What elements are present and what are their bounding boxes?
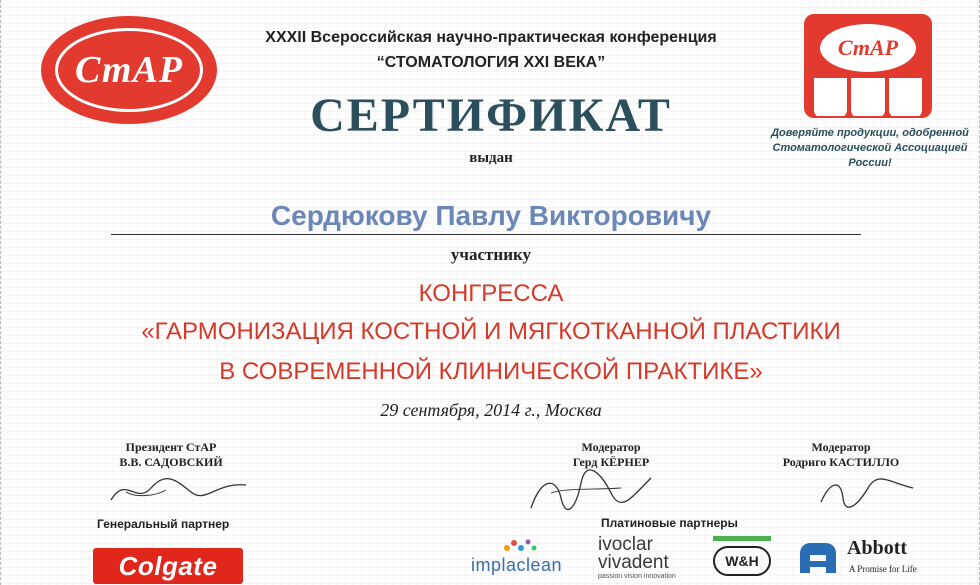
star-approval-logo-text: СтАР [820,24,916,72]
trust-text: Доверяйте продукции, одобренной Стоматологической Ассоциацией России! [771,127,969,169]
signature-name: В.В. САДОВСКИЙ [119,455,223,469]
signature-scribble-president [106,470,256,510]
ivoclar-vivadent-logo [598,536,676,581]
signature-title: Модератор [811,440,871,454]
signature-scribble-moderator-1 [521,468,661,516]
signature-title: Модератор [581,440,641,454]
star-logo-text: СтАР [55,28,203,112]
general-partner-label: Генеральный партнер [97,517,230,531]
ivoclar-line-1: ivoclar [598,534,653,555]
star-approval-logo [804,14,932,118]
signature-name: Герд КЁРНЕР [572,455,650,469]
wh-logo: W&H [713,546,771,576]
certificate-title: СЕРТИФИКАТ [310,89,672,142]
signature-block-moderator-2 [751,440,931,470]
signature-name: Родриго КАСТИЛЛО [782,455,900,469]
signature-title: Президент СтАР [125,440,217,454]
implaclean-logo: implaclean [471,555,563,575]
abbott-logo-icon [796,541,840,575]
date-place: 29 сентября, 2014 г., Москва [380,400,602,420]
platinum-partners-label: Платиновые партнеры [601,516,738,530]
congress-topic-line-1: «ГАРМОНИЗАЦИЯ КОСТНОЙ И МЯГКОТКАННОЙ ПЛАСТИКИ [141,318,841,345]
ivoclar-tagline: passion vision innovation [598,573,676,580]
congress-topic-line-2: В СОВРЕМЕННОЙ КЛИНИЧЕСКОЙ ПРАКТИКЕ» [219,358,763,385]
signature-block-president [81,440,261,470]
recipient-name: Сердюкову Павлу Викторовичу [270,200,712,231]
conference-line: XXXII Всероссийская научно-практическая конференция [265,29,717,46]
signature-block-moderator-1 [521,440,701,470]
abbott-logo: Abbott [847,537,908,559]
teeth-icon [814,78,922,118]
conference-name: “СТОМАТОЛОГИЯ XXI ВЕКА” [376,54,606,71]
participant-label: участнику [450,245,532,264]
star-logo [41,16,217,124]
issued-label: выдан [469,150,513,166]
colgate-logo: Colgate [93,548,243,584]
implaclean-dots-icon [499,536,549,556]
abbott-tagline: A Promise for Life [849,564,917,574]
ivoclar-line-2: vivadent [598,552,669,573]
recipient-underline [111,234,861,235]
signature-scribble-moderator-2 [813,470,923,510]
congress-label: КОНГРЕССА [418,280,564,307]
wh-green-strip [713,536,771,541]
